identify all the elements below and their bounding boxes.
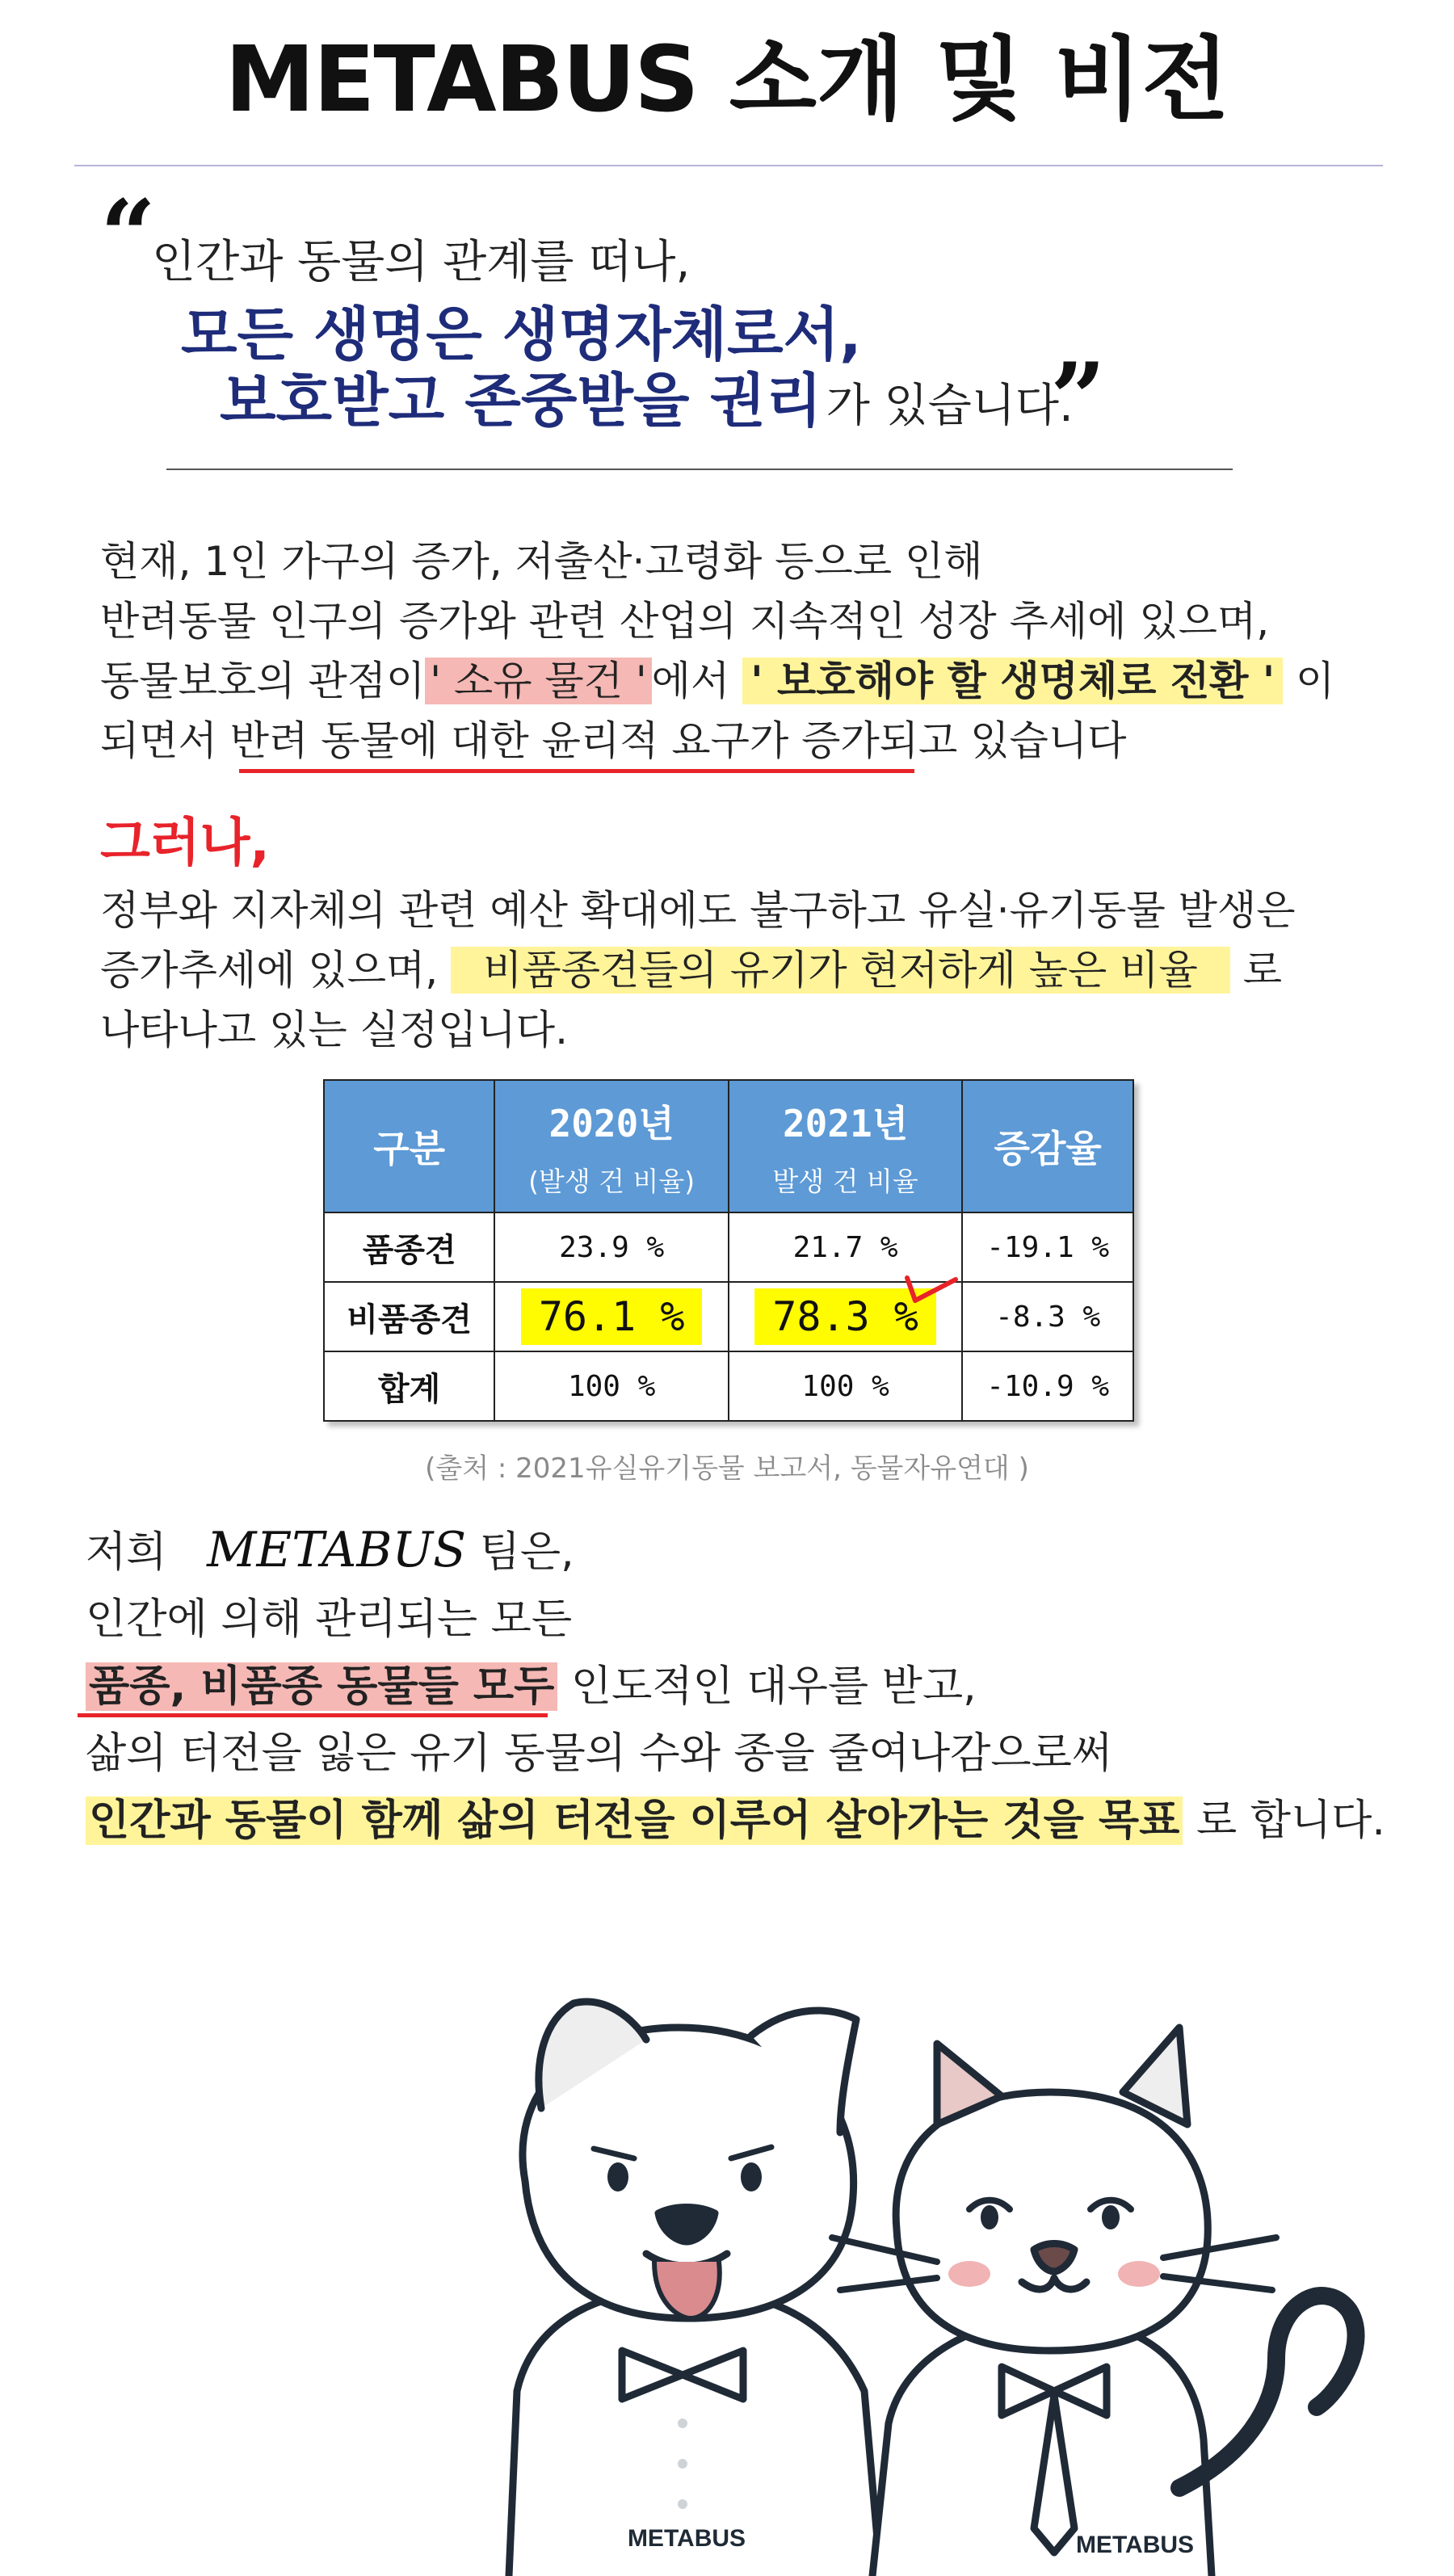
all-animals-highlight: 품종, 비품종 동물들 모두 bbox=[86, 1662, 557, 1711]
cell-2020 bbox=[494, 1282, 728, 1351]
all-animals-underline bbox=[78, 1713, 548, 1717]
cat-shirt-label: METABUS bbox=[1075, 2532, 1195, 2558]
header-2021-sub: 발생 건 비율 bbox=[772, 1165, 918, 1197]
row-label: 합계 bbox=[324, 1351, 494, 1421]
cell-change: -8.3 % bbox=[962, 1282, 1133, 1351]
cell-change: -10.9 % bbox=[962, 1351, 1133, 1421]
highlight-2020-mixed: 76.1 % bbox=[521, 1288, 703, 1345]
however-line-2 bbox=[100, 940, 1296, 1000]
quote-line-2: 모든 생명은 생명자체로서, bbox=[181, 300, 862, 368]
quote-line-3 bbox=[220, 367, 1074, 435]
however-line-1: 정부와 지자체의 관련 예산 확대에도 불구하고 유실·유기동물 발생은 bbox=[100, 887, 1296, 934]
intro-line-3 bbox=[100, 651, 1334, 711]
quote-line-3-highlight: 보호받고 존중받을 권리 bbox=[220, 367, 822, 435]
header-category: 구분 bbox=[324, 1080, 494, 1212]
intro-line-2: 반려동물 인구의 증가와 관련 산업의 지속적인 성장 추세에 있으며, bbox=[100, 598, 1270, 645]
cat-mascot bbox=[832, 2028, 1356, 2576]
owned-object-highlight: ' 소유 물건 ' bbox=[425, 658, 651, 704]
table-header-row bbox=[324, 1080, 1133, 1212]
header-2020-sub: (발생 건 비율) bbox=[528, 1165, 695, 1197]
header-2020 bbox=[494, 1080, 728, 1212]
highlight-2021-mixed: 78.3 % bbox=[754, 1288, 936, 1345]
team-line-4: 삶의 터전을 잃은 유기 동물의 수와 종을 줄여나감으로써 bbox=[86, 1729, 1113, 1778]
team-line-1-a: 저희 bbox=[86, 1528, 167, 1577]
intro-paragraph bbox=[100, 532, 1334, 771]
living-being-highlight: ' 보호해야 할 생명체로 전환 ' bbox=[742, 658, 1283, 704]
row-label: 품종견 bbox=[324, 1212, 494, 1282]
dog-mascot bbox=[509, 2002, 880, 2576]
quote-divider bbox=[166, 469, 1233, 470]
however-heading: 그러나, bbox=[100, 813, 270, 873]
however-line-3: 나타나고 있는 실정입니다. bbox=[100, 1006, 568, 1053]
however-line-2-a: 증가추세에 있으며, bbox=[100, 947, 439, 994]
cell-change: -19.1 % bbox=[962, 1212, 1133, 1282]
quote-line-3-tail: 가 있습니다. bbox=[826, 380, 1074, 432]
table-row bbox=[324, 1351, 1133, 1421]
open-quote-mark: “ bbox=[100, 179, 157, 292]
cell-2020: 100 % bbox=[494, 1351, 728, 1421]
cell-2021: 100 % bbox=[729, 1351, 962, 1421]
mixed-breed-highlight: 비품종견들의 유기가 현저하게 높은 비율 bbox=[451, 947, 1230, 994]
close-quote-mark: ” bbox=[1050, 342, 1107, 456]
team-line-2: 인간에 의해 관리되는 모든 bbox=[86, 1595, 573, 1644]
intro-line-3-b: 에서 bbox=[651, 658, 730, 704]
title-divider bbox=[74, 165, 1383, 166]
table-row bbox=[324, 1282, 1133, 1351]
however-line-2-b: 로 bbox=[1242, 947, 1282, 994]
team-line-1 bbox=[86, 1517, 1385, 1586]
team-line-3-tail: 인도적인 대우를 받고, bbox=[570, 1662, 977, 1711]
goal-highlight: 인간과 동물이 함께 삶의 터전을 이루어 살아가는 것을 목표 bbox=[86, 1796, 1183, 1845]
quote-line-1: 인간과 동물의 관계를 떠나, bbox=[152, 236, 691, 288]
header-2020-year: 2020년 bbox=[548, 1101, 674, 1145]
intro-line-3-c: 이 bbox=[1296, 658, 1335, 704]
team-brand: METABUS bbox=[207, 1522, 467, 1578]
title-brand: METABUS bbox=[225, 27, 698, 132]
header-2021 bbox=[729, 1080, 962, 1212]
intro-line-4: 되면서 반려 동물에 대한 윤리적 요구가 증가되고 있습니다 bbox=[100, 717, 1127, 764]
table-row bbox=[324, 1212, 1133, 1282]
cell-2021: 21.7 % bbox=[729, 1212, 962, 1282]
mascot-illustration bbox=[485, 1971, 1454, 2576]
ethics-underline bbox=[239, 769, 914, 773]
source-caption: (출처 : 2021유실유기동물 보고서, 동물자유연대 ) bbox=[425, 1452, 1029, 1485]
header-change: 증감율 bbox=[962, 1080, 1133, 1212]
intro-line-3-a: 동물보호의 관점이 bbox=[100, 658, 426, 704]
header-2021-year: 2021년 bbox=[782, 1101, 909, 1145]
cell-2020: 23.9 % bbox=[494, 1212, 728, 1282]
title-text: 소개 및 비전 bbox=[729, 27, 1229, 132]
checkmark-icon bbox=[899, 1255, 964, 1312]
however-paragraph bbox=[100, 880, 1296, 1060]
team-paragraph bbox=[86, 1517, 1385, 1855]
team-line-5 bbox=[86, 1788, 1385, 1855]
abandonment-stats-table bbox=[323, 1079, 1134, 1422]
page-title bbox=[0, 27, 1454, 132]
intro-line-1: 현재, 1인 가구의 증가, 저출산·고령화 등으로 인해 bbox=[100, 538, 983, 585]
team-line-1-b: 팀은, bbox=[479, 1528, 574, 1577]
dog-shirt-label: METABUS bbox=[627, 2525, 746, 2552]
row-label: 비품종견 bbox=[324, 1282, 494, 1351]
cell-2021 bbox=[729, 1282, 962, 1351]
team-line-5-tail: 로 합니다. bbox=[1196, 1796, 1385, 1845]
team-line-3 bbox=[86, 1654, 1385, 1721]
